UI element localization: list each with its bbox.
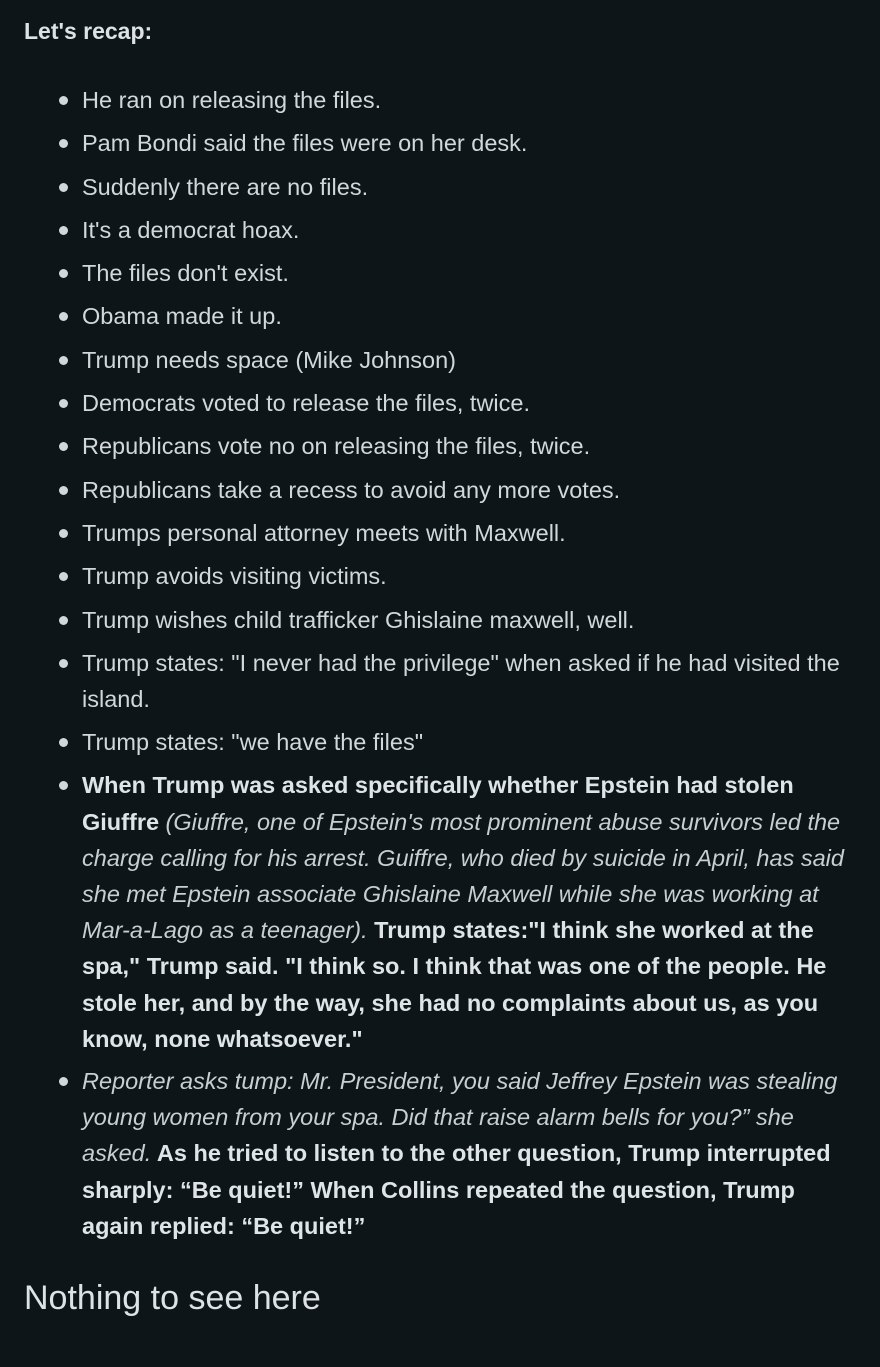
bullet-icon: [59, 399, 68, 408]
bullet-icon: [59, 529, 68, 538]
bullet-icon: [59, 96, 68, 105]
bullet-icon: [59, 781, 68, 790]
bold-text: Trump states:"I think she worked at the spa," Trump said. "I think so. I think that was one of the people. He stole her, and by the way, she had no complaints about us, as you know, none whatsoever.": [82, 917, 827, 1052]
bullet-icon: [59, 356, 68, 365]
italic-text: (Giuffre, one of Epstein's most prominent abuse survivors led the charge calling for his arrest. Guiffre, who died by suicide in April, has said she met Epstein associate Ghislaine Maxwell while she was working at Mar-a-Lago as a teenager).: [82, 808, 844, 944]
closing-line: Nothing to see here: [24, 1279, 321, 1318]
list-item: Trumps personal attorney meets with Maxwell.: [82, 515, 850, 551]
list-item-giuffre: [82, 767, 850, 1057]
list-item: Trump needs space (Mike Johnson): [82, 342, 850, 378]
bullet-icon: [59, 572, 68, 581]
bullet-icon: [59, 659, 68, 668]
list-item: Republicans vote no on releasing the files, twice.: [82, 428, 850, 464]
list-item: Trump wishes child trafficker Ghislaine maxwell, well.: [82, 602, 850, 638]
list-item: Suddenly there are no files.: [82, 169, 850, 205]
post-heading: Let's recap:: [24, 18, 153, 44]
bold-text: As he tried to listen to the other question, Trump interrupted sharply: “Be quiet!” When Collins repeated the question, Trump again replied: “Be quiet!”: [82, 1140, 831, 1239]
bold-text: When Trump was asked specifically whether Epstein had stolen Giuffre: [82, 772, 794, 835]
bullet-icon: [59, 139, 68, 148]
bullet-icon: [59, 226, 68, 235]
list-item: Republicans take a recess to avoid any more votes.: [82, 472, 850, 508]
list-item: Trump states: "we have the files": [82, 724, 850, 760]
list-item: The files don't exist.: [82, 255, 850, 291]
bullet-icon: [59, 616, 68, 625]
list-item: Obama made it up.: [82, 298, 850, 334]
list-item: Pam Bondi said the files were on her desk.: [82, 125, 850, 161]
list-item-reporter: [82, 1063, 850, 1244]
list-item: It's a democrat hoax.: [82, 212, 850, 248]
bullet-icon: [59, 486, 68, 495]
recap-list: [24, 82, 850, 1244]
list-item: Democrats voted to release the files, twice.: [82, 385, 850, 421]
italic-text: Reporter asks tump: Mr. President, you said Jeffrey Epstein was stealing young women from your spa. Did that raise alarm bells for you?” she asked.: [82, 1068, 838, 1167]
bullet-icon: [59, 312, 68, 321]
bullet-icon: [59, 442, 68, 451]
list-item: Trump avoids visiting victims.: [82, 558, 850, 594]
list-item: He ran on releasing the files.: [82, 82, 850, 118]
bullet-icon: [59, 269, 68, 278]
list-item: Trump states: "I never had the privilege" when asked if he had visited the island.: [82, 645, 850, 717]
bullet-icon: [59, 738, 68, 747]
bullet-icon: [59, 183, 68, 192]
bullet-icon: [59, 1077, 68, 1086]
